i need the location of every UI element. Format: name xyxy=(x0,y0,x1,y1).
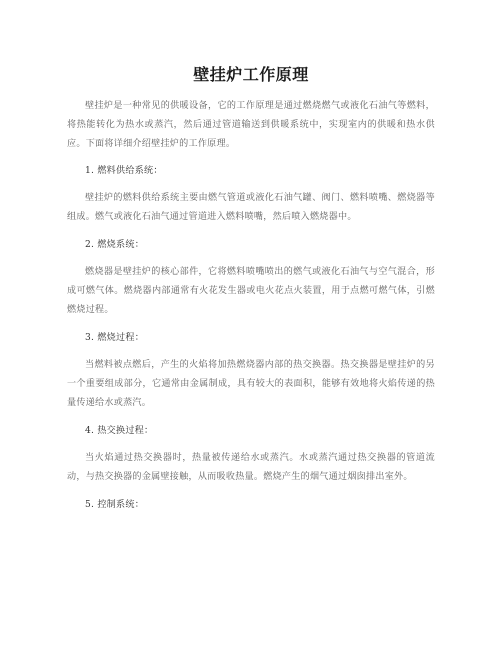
document-title: 壁挂炉工作原理 xyxy=(193,65,309,84)
section-body-4: 当火焰通过热交换器时，热量被传递给水或蒸汽。水或蒸汽通过热交换器的管道流动，与热交换器的金属壁接触，从而吸收热量。燃烧产生的烟气通过烟囱排出室外。 xyxy=(67,453,435,482)
intro-paragraph: 壁挂炉是一种常见的供暖设备，它的工作原理是通过燃烧燃气或液化石油气等燃料，将热能转化为热水或蒸汽，然后通过管道输送到供暖系统中，实现室内的供暖和热水供应。下面将详细介绍壁挂炉的工作原理。 xyxy=(67,101,435,149)
section-heading-4: 4. 热交换过程： xyxy=(85,426,154,436)
section-heading-2: 2. 燃烧系统： xyxy=(85,240,145,250)
section-heading-5: 5. 控制系统： xyxy=(85,500,145,510)
section-heading-3: 3. 燃烧过程： xyxy=(85,333,145,343)
section-body-3: 当燃料被点燃后，产生的火焰将加热燃烧器内部的热交换器。热交换器是壁挂炉的另一个重要组成部分，它通常由金属制成，具有较大的表面积，能够有效地将火焰传递的热量传递给水或蒸汽。 xyxy=(67,360,435,408)
section-heading-1: 1. 燃料供给系统： xyxy=(85,166,163,176)
section-body-1: 壁挂炉的燃料供给系统主要由燃气管道或液化石油气罐、阀门、燃料喷嘴、燃烧器等组成。燃气或液化石油气通过管道进入燃料喷嘴，然后喷入燃烧器中。 xyxy=(67,193,435,222)
section-body-2: 燃烧器是壁挂炉的核心部件，它将燃料喷嘴喷出的燃气或液化石油气与空气混合，形成可燃气体。燃烧器内部通常有火花发生器或电火花点火装置，用于点燃可燃气体，引燃燃烧过程。 xyxy=(67,267,435,315)
document-body xyxy=(67,97,435,515)
